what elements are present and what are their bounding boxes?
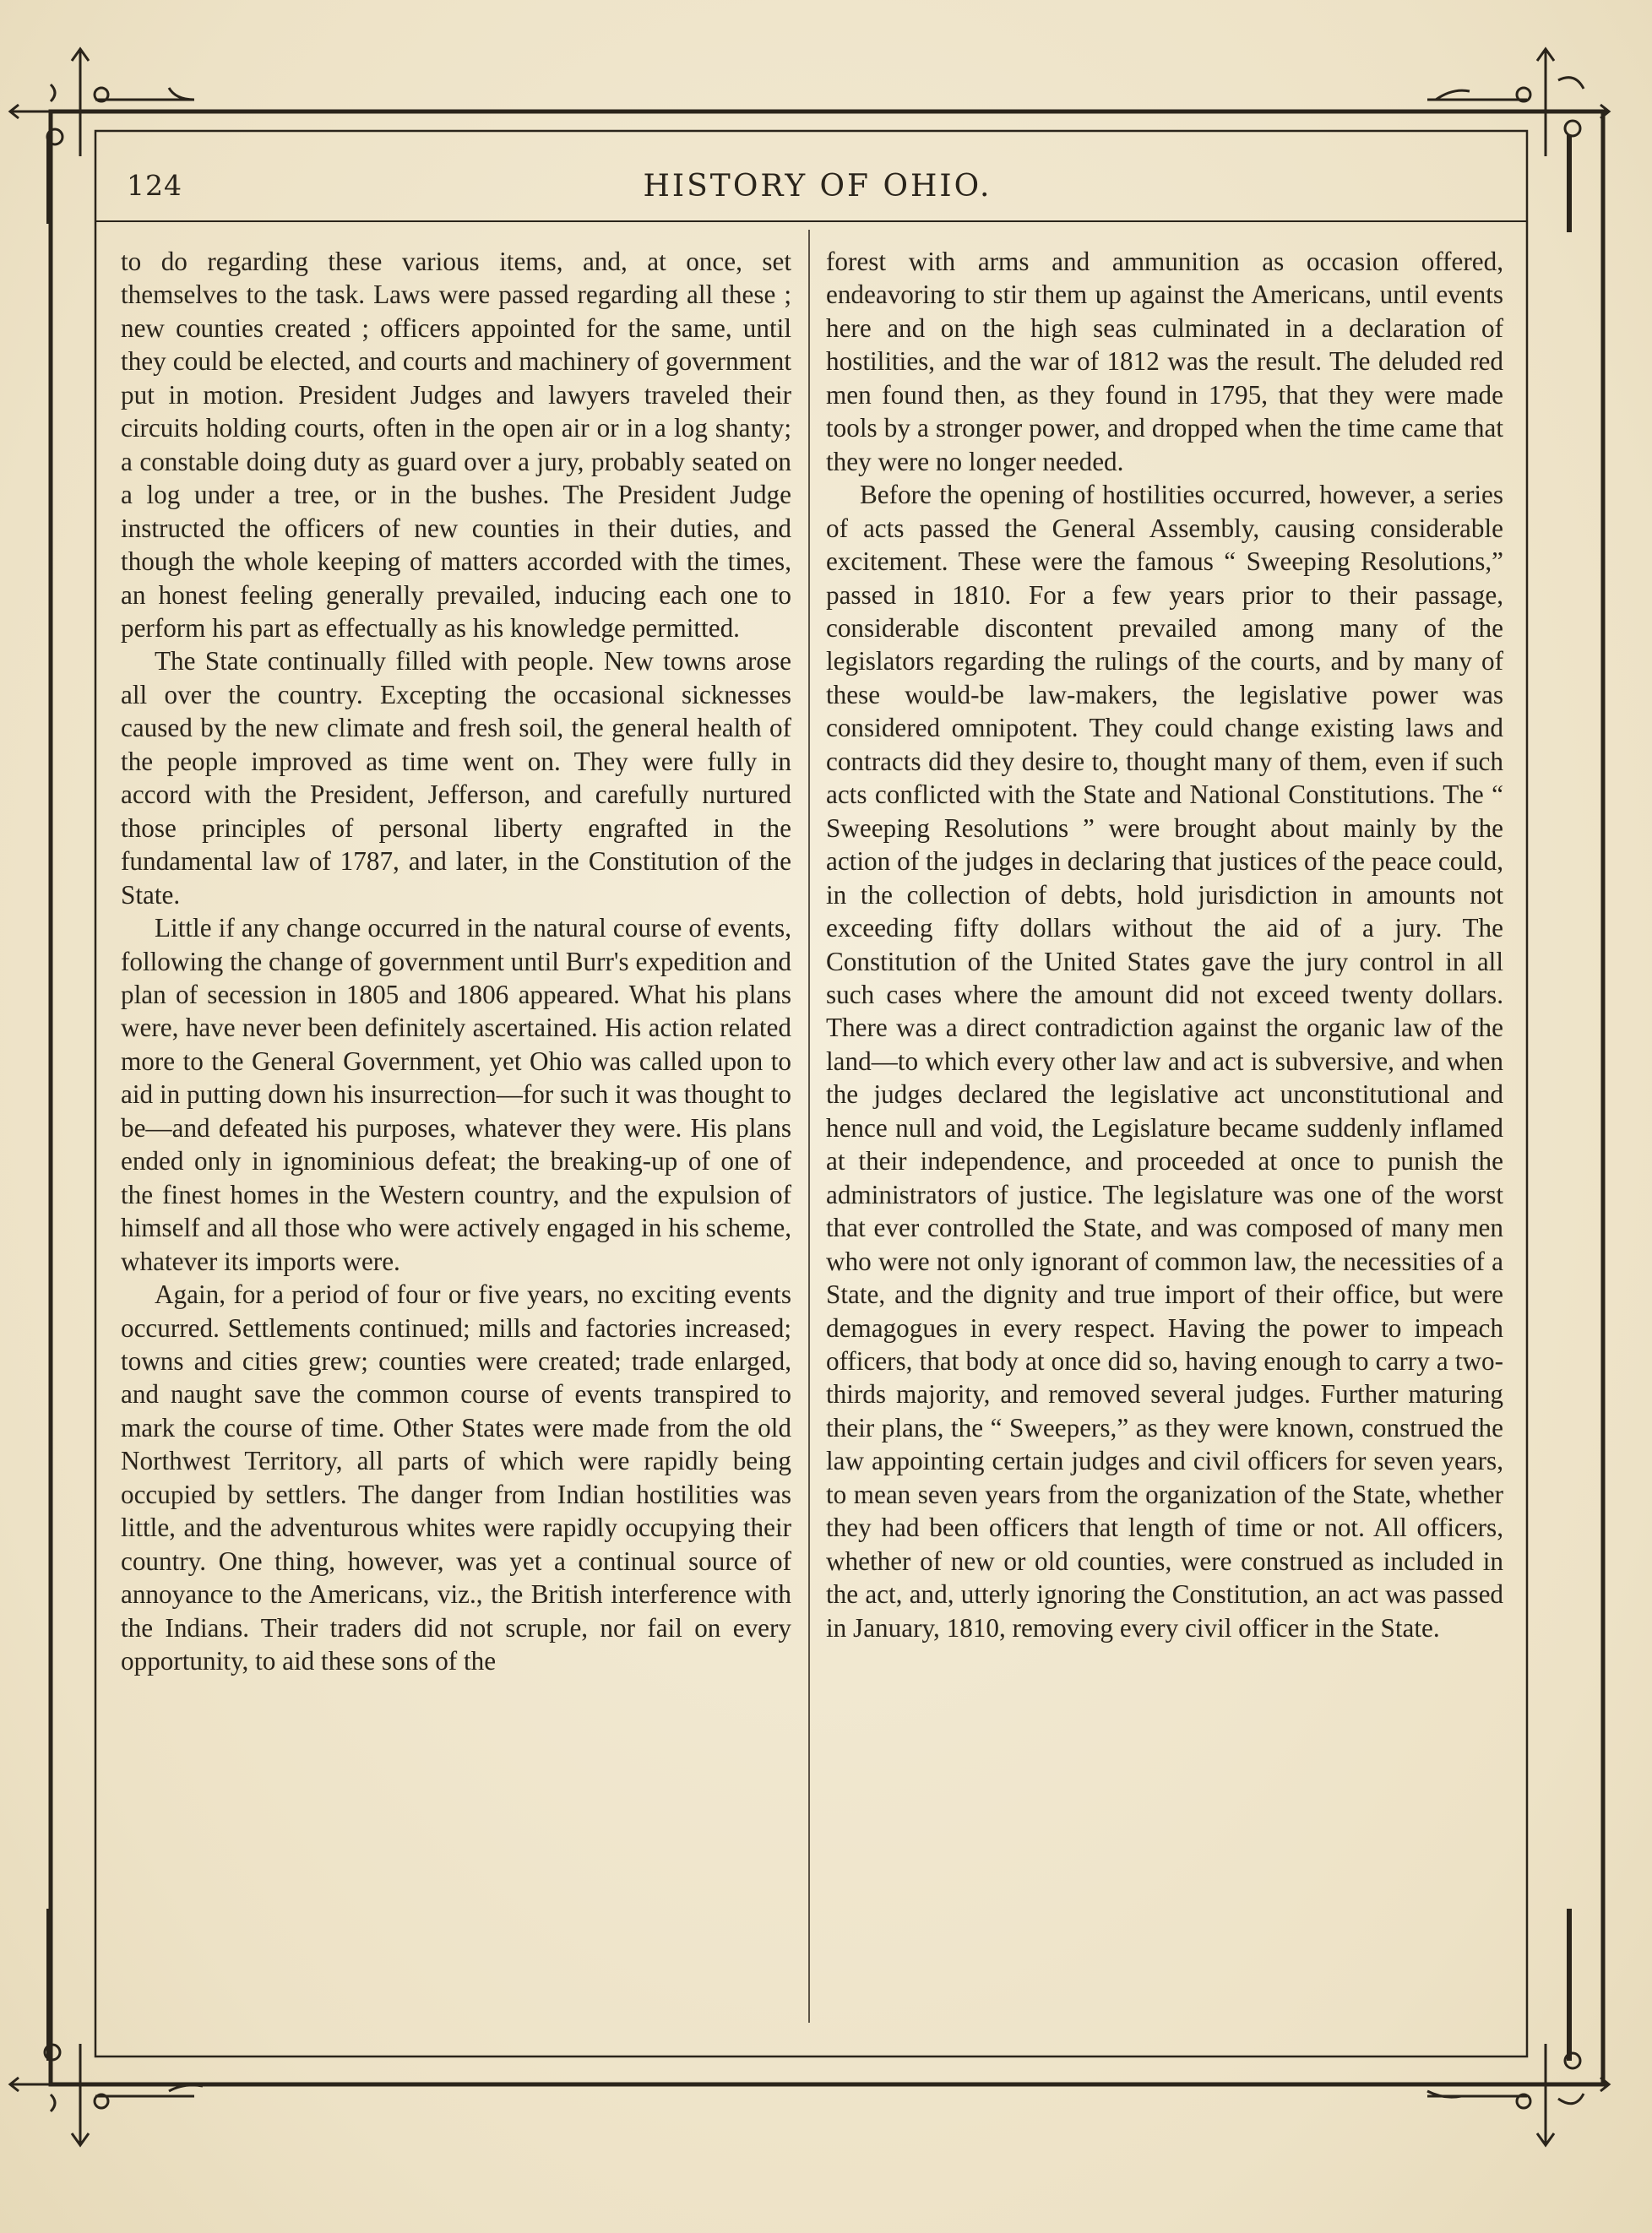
right-column (826, 245, 1503, 1644)
paragraph: to do regarding these various items, and, at once, set themselves to the task. Laws were passed regarding all these ; new counties created ; officers appointed for the same, until they could be elected, and courts and machinery of government put in motion. President Judges and lawyers traveled their circuits holding courts, often in the open air or in a log shanty; a constable doing duty as guard over a jury, probably seated on a log under a tree, or in the bushes. The President Judge instructed the officers of new counties in their duties, and though the whole keeping of matters accorded with the times, an honest feeling generally prevailed, inducing each one to perform his part as effectually as his knowledge permitted. (121, 247, 791, 643)
left-column (121, 245, 791, 1677)
bottom-left-flourish (10, 1909, 203, 2145)
running-head (127, 169, 1508, 220)
paragraph: The State continually filled with people. New towns arose all over the country. Excepting the occasional sicknesses caused by the new climate and fresh soil, the general health of the people improved as time went on. They were fully in accord with the President, Jefferson, and carefully nurtured those principles of personal liberty engrafted in the fundamental law of 1787, and later, in the Constitution of the State. (121, 646, 791, 910)
paragraph: Again, for a period of four or five years, no exciting events occurred. Settlements continued; mills and factories increased; towns and cities grew; counties were created; trade enlarged, and naught save the common course of events transpired to mark the course of time. Other States were made from the old Northwest Territory, all parts of which were rapidly being occupied by settlers. The danger from Indian hostilities was little, and the adventurous whites were rapidly occupying their country. One thing, however, was yet a continual source of annoyance to the Americans, viz., the British interference with the Indians. Their traders did not scruple, nor fail on every opportunity, to aid these sons of the (121, 1279, 791, 1676)
page-number: 124 (127, 169, 182, 202)
paragraph: forest with arms and ammunition as occasion offered, endeavoring to stir them up against the Americans, until events here and on the high seas culminated in a declaration of hostilities, and the war of 1812 was the result. The deluded red men found then, as they found in 1795, that they were made tools by a stronger power, and dropped when the time came that they were no longer needed. (826, 247, 1503, 476)
paragraph: Before the opening of hostilities occurred, however, a series of acts passed the General Assembly, causing considerable excitement. These were the famous “ Sweeping Resolutions,” passed in 1810. For a few years prior to their passage, considerable discontent prevailed among many of the legislators regarding the rulings of the courts, and by many of these would-be law-makers, the legislative power was considered omnipotent. They could change existing laws and contracts did they desire to, thought many of them, even if such acts conflicted with the State and National Constitutions. The “ Sweeping Resolutions ” were brought about mainly by the action of the judges in declaring that justices of the peace could, in the collection of debts, hold jurisdiction in amounts not exceeding fifty dollars without the aid of a jury. The Constitution of the United States gave the jury control in all such cases where the amount did not exceed twenty dollars. There was a direct contradiction against the organic law of the land—to which every other law and act is subversive, and when the judges declared the legislative act unconstitutional and hence null and void, the Legislature became suddenly inflamed at their independence, and proceeded at once to punish the administrators of justice. The legislature was one of the worst that ever controlled the State, and was composed of many men who were not only ignorant of common law, the necessities of a State, and the dignity and true import of their office, but were demagogues in every respect. Having the power to impeach officers, that body at once did so, having enough to carry a two-thirds majority, and removed several judges. Further maturing their plans, the “ Sweepers,” as they were known, construed the law appointing certain judges and civil officers for seven years, to mean seven years from the organization of the State, whether they had been officers that length of time or not. All officers, whether of new or old counties, were construed as included in the act, and, utterly ignoring the Constitution, an act was passed in January, 1810, removing every civil officer in the State. (826, 480, 1503, 1643)
paragraph: Little if any change occurred in the natural course of events, following the change of government until Burr's expedition and plan of secession in 1805 and 1806 appeared. What his plans were, have never been definitely ascertained. His action related more to the General Government, yet Ohio was called upon to aid in putting down his insurrection—for such it was thought to be—and defeated his purposes, whatever they were. His plans ended only in ignominious defeat; the breaking-up of one of the finest homes in the Western country, and the expulsion of himself and all those who were actively engaged in his scheme, whatever its imports were. (121, 913, 791, 1276)
bottom-right-flourish (1427, 1909, 1609, 2145)
page-title: HISTORY OF OHIO. (643, 169, 992, 204)
